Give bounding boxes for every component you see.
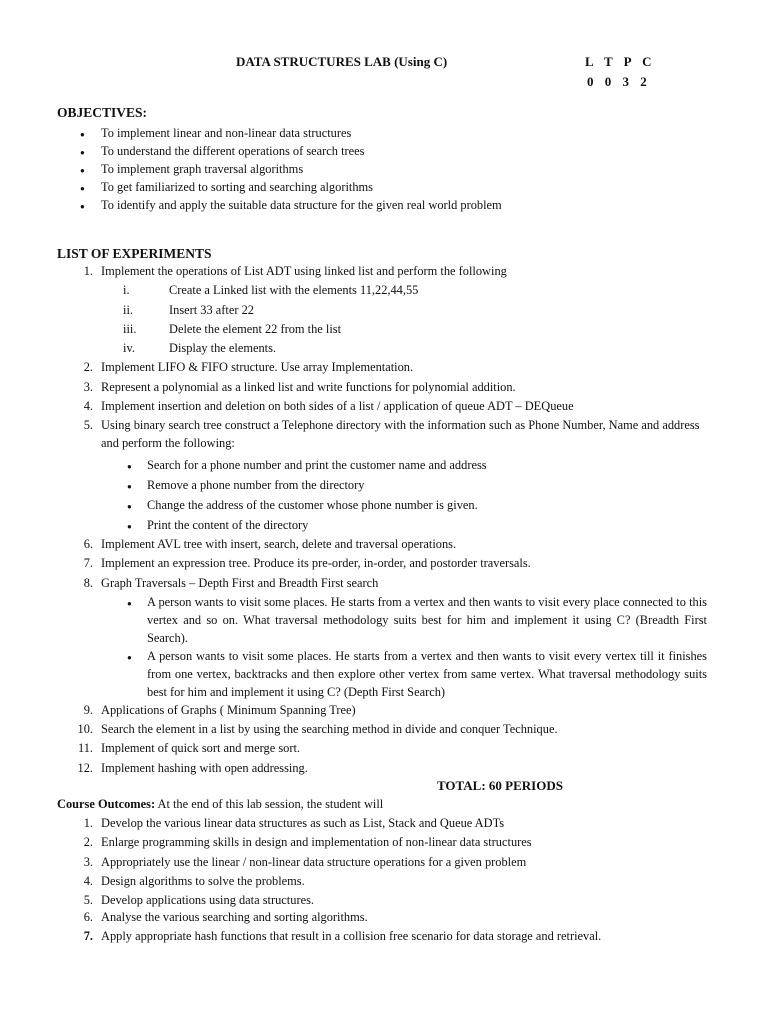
outcome-text: Analyse the various searching and sorting algorithms. — [101, 910, 368, 925]
sub-text: Display the elements. — [169, 341, 277, 356]
experiment-number: 5. — [83, 418, 93, 433]
experiment-number: 7. — [83, 556, 93, 571]
sub-number: iii. — [123, 321, 137, 336]
sub-bullet-item: ● Change the address of the customer whose phone number is given. — [57, 497, 707, 517]
experiment-item — [57, 263, 707, 282]
outcome-item — [57, 892, 707, 909]
experiment-text: Implement of quick sort and merge sort. — [101, 741, 301, 756]
experiment-text: Applications of Graphs ( Minimum Spanning Tree) — [101, 702, 356, 717]
experiment-item — [57, 721, 707, 740]
experiment-text: Implement LIFO & FIFO structure. Use array Implementation. — [101, 360, 414, 375]
sub-item — [57, 321, 707, 340]
objectives-list — [57, 125, 717, 215]
outcome-number: 4. — [83, 873, 93, 888]
outcome-item — [57, 854, 707, 873]
experiment-item — [57, 575, 707, 594]
objective-item: ● To get familiarized to sorting and searching algorithms — [57, 179, 717, 197]
objective-item: ● To implement linear and non-linear data structures — [57, 125, 717, 143]
sub-number: ii. — [123, 302, 133, 317]
sub-bullet-item: ● A person wants to visit some places. He starts from a vertex and then wants to visit every place connected to this vertex and so on. What traversal methodology suits best for him and implement it using C? (Breadth First Search). — [57, 594, 707, 648]
objective-item: ● To understand the different operations of search trees — [57, 143, 717, 161]
experiment-text: Implement hashing with open addressing. — [101, 760, 308, 775]
experiment-sub-list — [57, 594, 707, 702]
experiment-text: Implement the operations of List ADT using linked list and perform the following — [101, 264, 507, 278]
outcomes-list — [57, 815, 707, 968]
experiment-number: 4. — [83, 399, 93, 414]
outcomes-label: Course Outcomes: — [57, 797, 156, 811]
sub-text: Delete the element 22 from the list — [169, 321, 342, 336]
experiment-number: 10. — [77, 722, 93, 737]
experiment-number: 3. — [83, 379, 93, 394]
outcome-item — [57, 834, 707, 853]
experiment-text: Implement AVL tree with insert, search, delete and traversal operations. — [101, 536, 457, 551]
experiment-text: Implement insertion and deletion on both sides of a list / application of queue ADT – DEQueue — [101, 399, 574, 414]
outcomes-intro — [57, 796, 383, 814]
experiment-number: 12. — [77, 760, 93, 775]
sub-bullet-item: ● Print the content of the directory — [57, 517, 707, 536]
experiment-number: 8. — [83, 575, 93, 590]
experiment-number: 2. — [83, 360, 93, 375]
sub-number: i. — [123, 283, 130, 298]
experiment-text: Search the element in a list by using the searching method in divide and conquer Technique. — [101, 722, 558, 737]
ltpc-values: 0 0 3 2 — [587, 74, 651, 89]
experiment-text: Represent a polynomial as a linked list and write functions for polynomial addition. — [101, 379, 516, 394]
objectives-heading: OBJECTIVES: — [57, 105, 148, 120]
outcome-text: Design algorithms to solve the problems. — [101, 873, 305, 888]
experiment-item — [57, 398, 707, 417]
outcome-number: 6. — [83, 910, 93, 925]
total-periods: TOTAL: 60 PERIODS — [437, 778, 563, 793]
sub-text: Insert 33 after 22 — [169, 302, 254, 317]
experiment-text: Graph Traversals – Depth First and Breadth First search — [101, 575, 379, 590]
experiment-item — [57, 417, 707, 456]
experiment-number: 1. — [83, 264, 93, 278]
outcome-text: Appropriately use the linear / non-linear data structure operations for a given problem — [101, 854, 527, 869]
sub-bullet-item: ● Search for a phone number and print the customer name and address — [57, 457, 707, 477]
sub-text: Create a Linked list with the elements 11,22,44,55 — [169, 283, 419, 298]
experiments-heading: LIST OF EXPERIMENTS — [57, 246, 212, 261]
outcome-number: 5. — [83, 893, 93, 908]
outcome-number: 1. — [83, 816, 93, 830]
experiment-sub-list — [57, 457, 707, 536]
experiment-item — [57, 555, 707, 574]
outcome-item — [57, 873, 707, 892]
sub-bullet-item: ● Remove a phone number from the directory — [57, 477, 707, 497]
outcome-number: 7. — [83, 929, 93, 944]
experiment-text: Implement an expression tree. Produce its pre-order, in-order, and postorder traversals. — [101, 556, 531, 571]
ltpc-label: L T P C — [585, 54, 656, 69]
outcome-text: Develop the various linear data structures as such as List, Stack and Queue ADTs — [101, 816, 505, 830]
sub-bullet-item: ● A person wants to visit some places. He starts from a vertex and then wants to visit every vertex till it finishes from one vertex, backtracks and then explore other vertex from same vertex. What traversal methodology suits best for him and implement it using C? (Depth First Search) — [57, 648, 707, 702]
outcome-number: 2. — [83, 835, 93, 850]
experiment-text: Using binary search tree construct a Telephone directory with the information such as Phone Number, Name and address and perform the following: — [101, 418, 700, 451]
sub-item — [57, 340, 707, 359]
outcome-item — [57, 909, 707, 928]
outcome-item — [57, 928, 707, 968]
objective-item: ● To identify and apply the suitable data structure for the given real world problem — [57, 197, 717, 215]
outcome-number: 3. — [83, 854, 93, 869]
outcome-text: Apply appropriate hash functions that result in a collision free scenario for data storage and retrieval. — [101, 929, 602, 944]
outcome-item — [57, 815, 707, 834]
page-title: DATA STRUCTURES LAB (Using C) — [236, 54, 448, 69]
experiment-item — [57, 702, 707, 721]
experiment-item — [57, 359, 707, 378]
objective-item: ● To implement graph traversal algorithms — [57, 161, 717, 179]
experiment-number: 6. — [83, 536, 93, 551]
outcomes-intro-text: At the end of this lab session, the student will — [155, 797, 384, 811]
experiment-item — [57, 760, 707, 779]
experiment-number: 11. — [77, 741, 93, 756]
sub-item — [57, 282, 707, 301]
experiment-item — [57, 536, 707, 555]
experiment-item — [57, 379, 707, 398]
outcome-text: Develop applications using data structures. — [101, 893, 314, 908]
experiment-item — [57, 740, 707, 759]
experiment-number: 9. — [83, 702, 93, 717]
outcome-text: Enlarge programming skills in design and implementation of non-linear data structures — [101, 835, 532, 850]
experiments-list — [57, 263, 707, 779]
sub-item — [57, 302, 707, 321]
sub-number: iv. — [123, 341, 135, 356]
